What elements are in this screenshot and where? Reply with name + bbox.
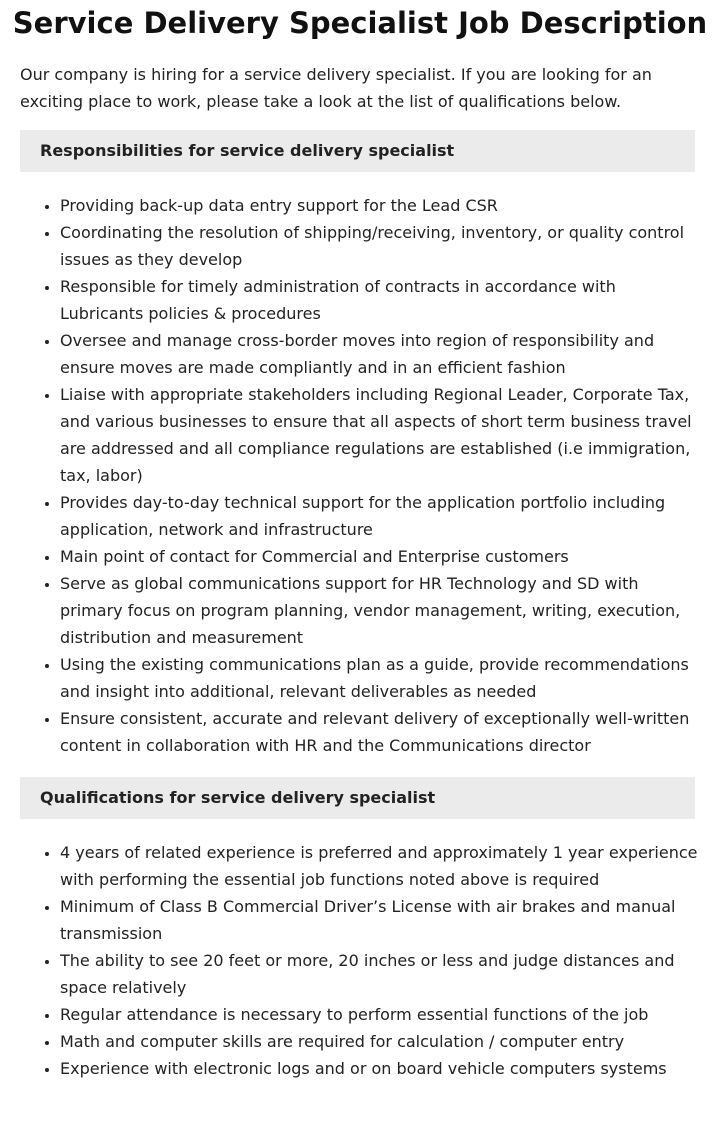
qualifications-heading: Qualifications for service delivery specialist [20,777,695,819]
list-item: • Ensure consistent, accurate and relevant delivery of exceptionally well-written content in collaboration with HR and the Communications director [60,705,720,759]
list-item: • Serve as global communications support for HR Technology and SD with primary focus on program planning, vendor management, writing, execution, distribution and measurement [60,570,720,651]
list-item: • Experience with electronic logs and or on board vehicle computers systems [60,1055,720,1082]
list-item: • 4 years of related experience is preferred and approximately 1 year experience with performing the essential job functions noted above is required [60,839,720,893]
list-item: • Oversee and manage cross-border moves into region of responsibility and ensure moves are made compliantly and in an efficient fashion [60,327,720,381]
responsibilities-heading: Responsibilities for service delivery specialist [20,130,695,172]
list-item: • Coordinating the resolution of shipping/receiving, inventory, or quality control issues as they develop [60,219,720,273]
list-item: • Minimum of Class B Commercial Driver’s License with air brakes and manual transmission [60,893,720,947]
qualifications-list [0,839,720,1082]
list-item: • Provides day-to-day technical support for the application portfolio including application, network and infrastructure [60,489,720,543]
list-item: • Using the existing communications plan as a guide, provide recommendations and insight into additional, relevant deliverables as needed [60,651,720,705]
intro-paragraph: Our company is hiring for a service delivery specialist. If you are looking for an exciting place to work, please take a look at the list of qualifications below. [20,65,652,111]
list-item: • Liaise with appropriate stakeholders including Regional Leader, Corporate Tax, and various businesses to ensure that all aspects of short term business travel are addressed and all compliance regulations are established (i.e immigration, tax, labor) [60,381,720,489]
list-item: • Providing back-up data entry support for the Lead CSR [60,192,720,219]
list-item: • Main point of contact for Commercial and Enterprise customers [60,543,720,570]
list-item: • Math and computer skills are required for calculation / computer entry [60,1028,720,1055]
page-title: Service Delivery Specialist Job Description [12,6,708,40]
list-item: • Regular attendance is necessary to perform essential functions of the job [60,1001,720,1028]
responsibilities-list [0,192,720,759]
list-item: • Responsible for timely administration of contracts in accordance with Lubricants policies & procedures [60,273,720,327]
list-item: • The ability to see 20 feet or more, 20 inches or less and judge distances and space relatively [60,947,720,1001]
